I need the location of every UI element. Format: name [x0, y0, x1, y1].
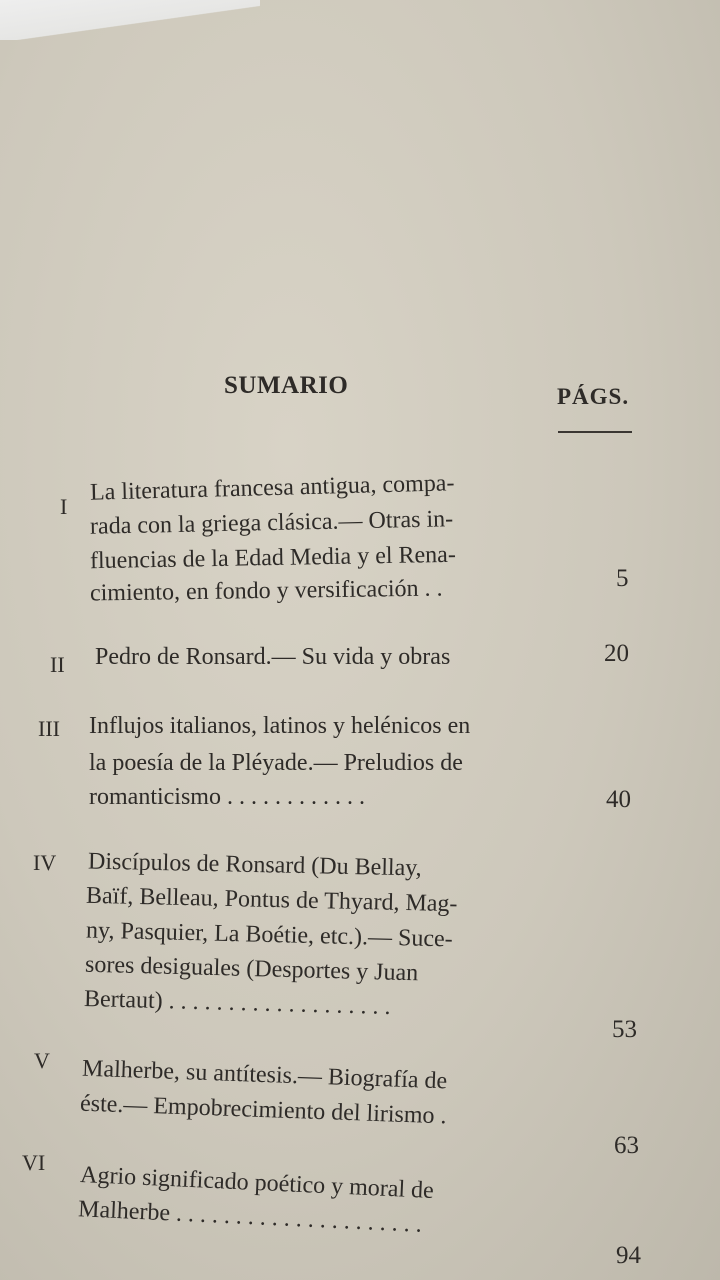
entry-numeral: I — [60, 494, 68, 519]
entry-page-number: 63 — [614, 1132, 639, 1159]
entry-line: Discípulos de Ronsard (Du Bellay, — [87, 848, 422, 882]
entry-line: la poesía de la Pléyade.— Preludios de — [89, 750, 463, 776]
entry-line: Malherbe, su antítesis.— Biografía de — [81, 1055, 448, 1095]
entry-line: Baïf, Belleau, Pontus de Thyard, Mag- — [85, 882, 458, 918]
entry-line: Bertaut) . . . . . . . . . . . . . . . . . . . — [83, 985, 391, 1021]
entry-line: Malherbe . . . . . . . . . . . . . . . . . . . . . — [77, 1196, 423, 1238]
pages-label: PÁGS. — [557, 384, 630, 409]
entry-line: cimiento, en fondo y versificación . . — [89, 575, 443, 607]
entry-page-number: 40 — [606, 786, 631, 813]
entry-line: rada con la griega clásica.— Otras in- — [89, 506, 454, 540]
entry-page-number: 94 — [616, 1242, 641, 1269]
entry-line: Agrio significado poético y moral de — [79, 1161, 435, 1205]
entry-numeral: II — [50, 652, 65, 677]
entry-numeral: III — [38, 716, 60, 741]
page-corner — [0, 0, 260, 40]
entry-line: fluencias de la Edad Media y el Rena- — [89, 541, 457, 575]
pages-underline — [558, 431, 632, 433]
entry-numeral: VI — [22, 1150, 46, 1175]
entry-line: éste.— Empobrecimiento del lirismo . — [79, 1090, 447, 1130]
entry-page-number: 53 — [612, 1016, 637, 1043]
entry-numeral: V — [34, 1048, 50, 1073]
entry-page-number: 5 — [616, 565, 629, 592]
entry-line: Pedro de Ronsard.— Su vida y obras — [95, 644, 451, 670]
page-title: SUMARIO — [224, 372, 349, 399]
entry-page-number: 20 — [604, 640, 629, 667]
entry-line: ny, Pasquier, La Boétie, etc.).— Suce- — [85, 917, 453, 953]
entry-numeral: IV — [33, 850, 57, 875]
entry-line: Influjos italianos, latinos y helénicos en — [89, 713, 471, 739]
entry-line: sores desiguales (Desportes y Juan — [84, 951, 419, 987]
entry-line: romanticismo . . . . . . . . . . . . — [89, 784, 365, 810]
entry-line: La literatura francesa antigua, compa- — [89, 470, 455, 506]
